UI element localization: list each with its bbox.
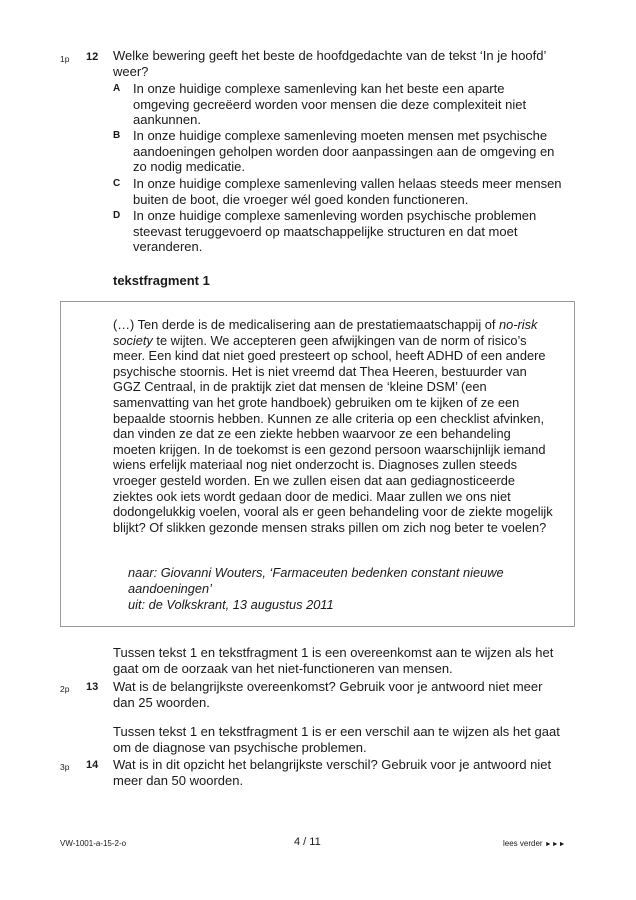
q12-option-b (113, 128, 563, 175)
q14-number: 14 (86, 759, 99, 771)
fragment-heading: tekstfragment 1 (113, 273, 210, 288)
source-line-2: uit: de Volkskrant, 13 augustus 2011 (128, 597, 334, 612)
q14-question: Wat is in dit opzicht het belangrijkste verschil? Gebruik voor je antwoord niet meer dan 50 woorden. (113, 757, 552, 788)
page-number: 4 / 11 (294, 836, 321, 848)
q12-question: Welke bewering geeft het beste de hoofdgedachte van de tekst ‘In je hoofd’ weer? (113, 48, 546, 79)
continue-indicator (503, 839, 566, 848)
q12-number: 12 (86, 51, 99, 63)
fragment-source (128, 565, 548, 613)
arrow-right-icon: ►►► (544, 841, 566, 848)
exam-code: VW-1001-a-15-2-o (60, 839, 127, 848)
fragment-text-italic: no-risk society (113, 317, 538, 348)
fragment-text-part1: (…) Ten derde is de medicalisering aan de prestatiemaatschappij of (113, 317, 500, 332)
source-line-1: naar: Giovanni Wouters, ‘Farmaceuten bedenken constant nieuwe aandoeningen’ (128, 565, 504, 596)
continue-label: lees verder (503, 839, 543, 848)
q12-option-a (113, 81, 563, 128)
q13-points: 2p (60, 684, 70, 694)
q14-intro: Tussen tekst 1 en tekstfragment 1 is er een verschil aan te wijzen als het gaat om de diagnose van psychische problemen. (113, 724, 560, 755)
option-letter: A (113, 83, 121, 94)
option-text: In onze huidige complexe samenleving kan het beste een aparte omgeving gecreëerd worden voor mensen die deze complexiteit niet aankunnen. (133, 81, 527, 128)
q13-question: Wat is de belangrijkste overeenkomst? Gebruik voor je antwoord niet meer dan 25 woorden. (113, 679, 543, 710)
fragment-text-part2: te wijten. We accepteren geen afwijkingen van de norm of risico’s meer. Een kind dat niet goed presteert op school, heeft ADHD of een andere psychische stoornis. Het is niet vreemd dat Thea Heeren, bestuurder van GGZ Centraal, in de praktijk ziet dat mensen de ‘kleine DSM’ (een samenvatting van het grote handboek) gebruiken om te kijken of ze een bepaalde stoornis hebben. Kunnen ze alle criteria op een checklist afvinken, dan vinden ze dat ze een ziekte hebben waarvoor ze een behandeling moeten krijgen. In de toekomst is een gezond persoon waarschijnlijk iemand wiens erfelijk materiaal nog niet onderzocht is. Diagnoses zullen steeds vroeger gesteld worden. En we zullen eisen dat aan gediagnosticeerde ziektes ook iets wordt gedaan door de medici. Maar zullen we ons niet dodongelukkig voelen, vooral als er geen behandeling voor de ziekte mogelijk blijkt? Of slikken gezonde mensen straks pillen om zich nog beter te voelen? (113, 332, 553, 535)
option-letter: C (113, 178, 121, 189)
option-letter: B (113, 130, 121, 141)
fragment-text (113, 317, 553, 535)
option-text: In onze huidige complexe samenleving vallen helaas steeds meer mensen buiten de boot, die vroeger wél goed konden functioneren. (133, 176, 562, 207)
q12-option-d (113, 208, 563, 255)
q12-option-c (113, 176, 563, 207)
option-text: In onze huidige complexe samenleving worden psychische problemen steevast teruggevoerd op maatschappelijke structuren en dat moet veranderen. (133, 208, 537, 255)
q13-number: 13 (86, 681, 99, 693)
q12-points: 1p (60, 54, 70, 64)
q14-points: 3p (60, 762, 70, 772)
q13-intro: Tussen tekst 1 en tekstfragment 1 is een overeenkomst aan te wijzen als het gaat om de oorzaak van het niet-functioneren van mensen. (113, 645, 554, 676)
option-text: In onze huidige complexe samenleving moeten mensen met psychische aandoeningen geholpen worden door aanpassingen aan de omgeving en zo nodig medicatie. (133, 128, 555, 175)
option-letter: D (113, 210, 121, 221)
